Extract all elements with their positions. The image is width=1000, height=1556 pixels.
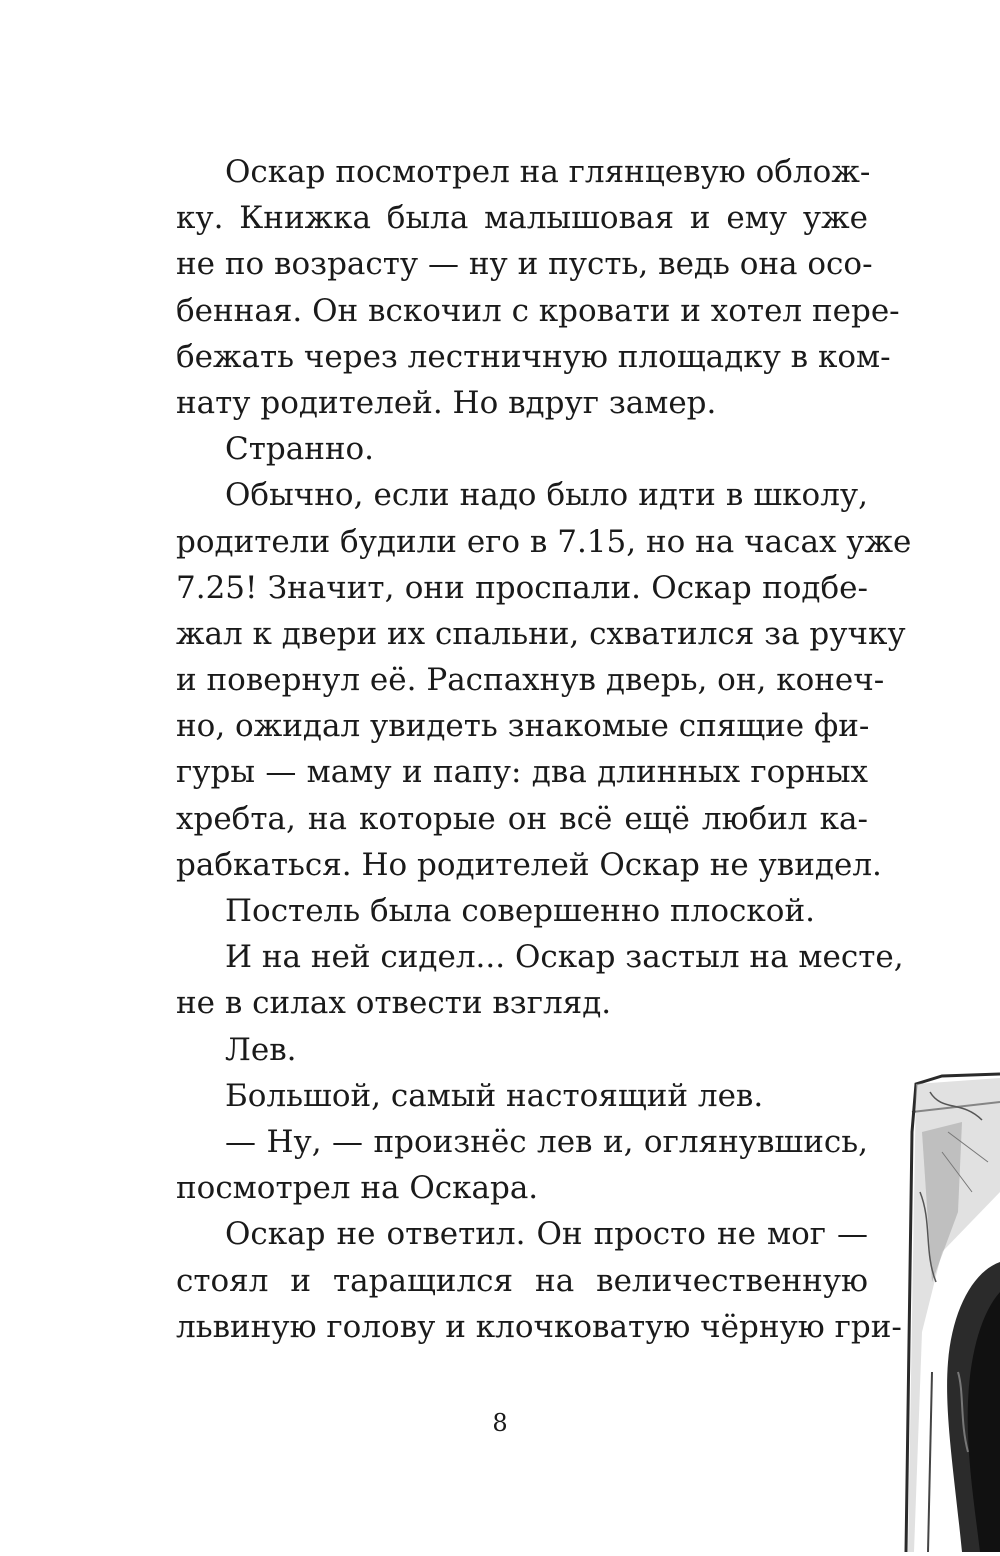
text-line: 7.25! Значит, они проспали. Оскар подбе- <box>176 569 868 606</box>
text-line: львиную голову и клочковатую чёрную гри- <box>176 1308 902 1345</box>
text-line: не по возрасту — ну и пусть, ведь она осо- <box>176 246 873 283</box>
text-line: Обычно, если надо было идти в школу, <box>225 477 868 514</box>
text-line: и повернул её. Распахнув дверь, он, конеч- <box>176 662 885 699</box>
text-line: не в силах отвести взгляд. <box>176 985 612 1022</box>
text-line: стоял и таращился на величественную <box>176 1262 868 1299</box>
text-line: И на ней сидел... Оскар застыл на месте, <box>225 939 904 976</box>
body-text <box>176 149 912 1350</box>
text-line: Странно. <box>225 431 375 468</box>
text-line: рабкаться. Но родителей Оскар не увидел. <box>176 846 882 883</box>
text-line: гуры — маму и папу: два длинных горных <box>176 754 868 791</box>
text-line: нату родителей. Но вдруг замер. <box>176 384 717 421</box>
text-line: посмотрел на Оскара. <box>176 1170 539 1207</box>
lion-illustration <box>902 1072 1000 1552</box>
page-number: 8 <box>492 1409 508 1437</box>
text-line: бежать через лестничную площадку в ком- <box>176 338 891 375</box>
text-line: бенная. Он вскочил с кровати и хотел пере- <box>176 292 900 329</box>
text-line: Большой, самый настоящий лев. <box>225 1077 764 1114</box>
text-line: но, ожидал увидеть знакомые спящие фи- <box>176 708 870 745</box>
text-line: хребта, на которые он всё ещё любил ка- <box>176 800 868 837</box>
text-line: родители будили его в 7.15, но на часах уже <box>176 523 912 560</box>
text-line: Оскар не ответил. Он просто не мог — <box>225 1216 868 1253</box>
text-line: жал к двери их спальни, схватился за ручку <box>176 615 906 652</box>
text-line: — Ну, — произнёс лев и, оглянувшись, <box>225 1123 868 1160</box>
text-line: ку. Книжка была малышовая и ему уже <box>176 200 868 237</box>
text-line: Оскар посмотрел на глянцевую облож- <box>225 154 871 190</box>
text-line: Постель была совершенно плоской. <box>225 893 815 929</box>
text-line: Лев. <box>225 1031 297 1068</box>
